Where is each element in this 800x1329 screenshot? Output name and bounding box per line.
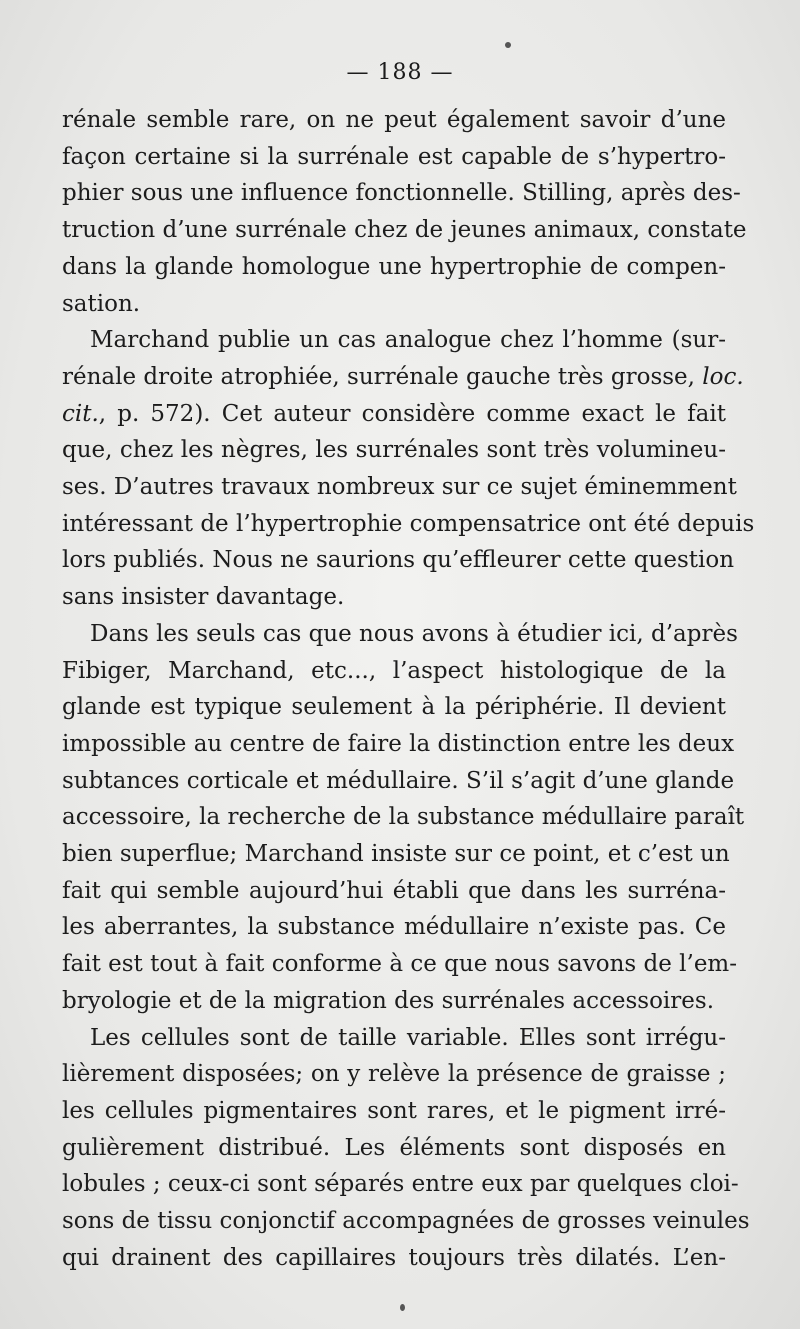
text-line: cit., p. 572). Cet auteur considère comme exact le fait bbox=[62, 400, 726, 427]
text-line: sans insister davantage. bbox=[62, 584, 345, 611]
text-line: lièrement disposées; on y relève la présence de graisse ; bbox=[62, 1061, 726, 1088]
text-line: intéressant de l’hypertrophie compensatrice ont été depuis bbox=[62, 510, 755, 537]
print-speck bbox=[505, 42, 511, 48]
text-line: Les cellules sont de taille variable. Elles sont irrégu- bbox=[90, 1024, 726, 1051]
text-line: sons de tissu conjonctif accompagnées de grosses veinules bbox=[62, 1208, 750, 1235]
text-line: lobules ; ceux-ci sont séparés entre eux par quelques cloi- bbox=[62, 1171, 739, 1198]
text-line: phier sous une influence fonctionnelle. Stilling, après des- bbox=[62, 180, 741, 207]
text-line: truction d’une surrénale chez de jeunes animaux, constate bbox=[62, 217, 747, 244]
text-line: bien superflue; Marchand insiste sur ce point, et c’est un bbox=[62, 841, 730, 868]
text-line: Dans les seuls cas que nous avons à étudier ici, d’après bbox=[90, 620, 738, 647]
text-line: que, chez les nègres, les surrénales sont très volumineu- bbox=[62, 437, 726, 464]
text-line: subtances corticale et médullaire. S’il s’agit d’une glande bbox=[62, 767, 735, 794]
page-number: — 188 — bbox=[346, 60, 454, 85]
text-line: rénale semble rare, on ne peut également savoir d’une bbox=[62, 107, 726, 133]
text-line: fait qui semble aujourd’hui établi que dans les surréna- bbox=[62, 877, 726, 904]
text-line: Marchand publie un cas analogue chez l’homme (sur- bbox=[90, 327, 726, 354]
text-line: Fibiger, Marchand, etc..., l’aspect histologique de la bbox=[62, 657, 726, 684]
text-line: façon certaine si la surrénale est capable de s’hypertro- bbox=[62, 143, 726, 170]
text-line: bryologie et de la migration des surrénales accessoires. bbox=[62, 987, 715, 1014]
text-line: rénale droite atrophiée, surrénale gauche très grosse, loc. bbox=[62, 363, 744, 390]
text-line: dans la glande homologue une hypertrophie de compen- bbox=[62, 253, 726, 280]
text-line: sation. bbox=[62, 290, 141, 317]
text-line: impossible au centre de faire la distinction entre les deux bbox=[62, 730, 735, 757]
text-line: ses. D’autres travaux nombreux sur ce sujet éminemment bbox=[62, 474, 737, 501]
print-speck bbox=[400, 1304, 405, 1311]
text-line: qui drainent des capillaires toujours très dilatés. L’en- bbox=[62, 1244, 726, 1271]
text-line: fait est tout à fait conforme à ce que nous savons de l’em- bbox=[62, 951, 738, 978]
text-line: accessoire, la recherche de la substance médullaire paraît bbox=[62, 804, 745, 831]
text-line: glande est typique seulement à la périphérie. Il devient bbox=[62, 694, 726, 721]
text-line: les aberrantes, la substance médullaire n’existe pas. Ce bbox=[62, 914, 726, 941]
text-line: les cellules pigmentaires sont rares, et le pigment irré- bbox=[62, 1097, 726, 1124]
body-text bbox=[62, 102, 755, 1277]
text-line: lors publiés. Nous ne saurions qu’effleurer cette question bbox=[62, 547, 735, 574]
text-line: gulièrement distribué. Les éléments sont disposés en bbox=[62, 1134, 726, 1161]
